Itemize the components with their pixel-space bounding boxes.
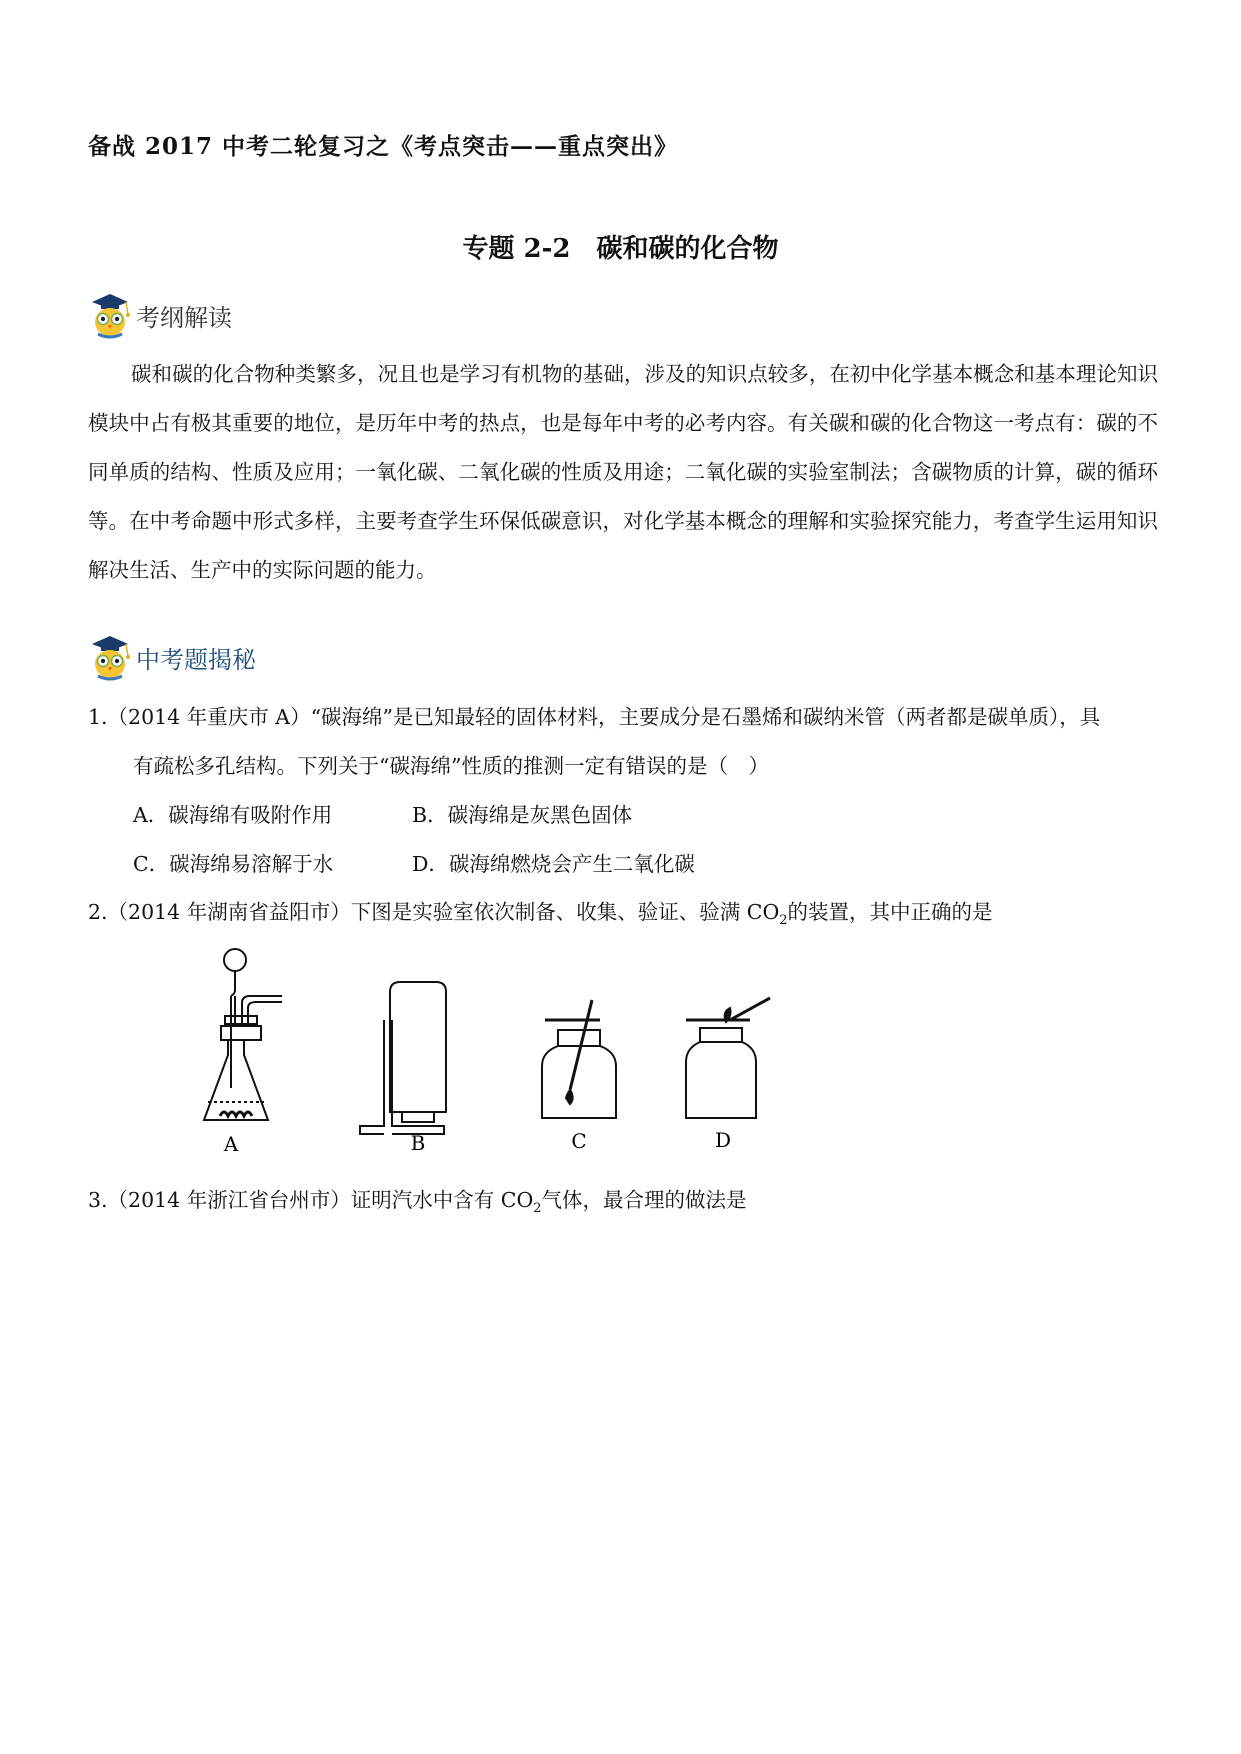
question-2-stem: 2.（2014 年湖南省益阳市）下图是实验室依次制备、收集、验证、验满 $CO_2$的装置，其中正确的是 — [88, 900, 993, 929]
section-heading-exam-questions — [88, 632, 256, 682]
figure-label-b: B — [410, 1131, 426, 1155]
figure-label-a: A — [223, 1132, 239, 1156]
section-label: 中考题揭秘 — [136, 645, 256, 674]
question-1-option-b: B．碳海绵是灰黑色固体 — [412, 803, 633, 827]
document-header: 备战 2017 中考二轮复习之《考点突击——重点突出》 — [88, 133, 679, 160]
question-1-stem-line1: 1.（2014 年重庆市 A）“碳海绵”是已知最轻的固体材料，主要成分是石墨烯和碳纳米管（两者都是碳单质），具 — [88, 705, 1101, 729]
apparatus-d-bottle — [686, 998, 770, 1118]
question-3-stem: 3.（2014 年浙江省台州市）证明汽水中含有 $CO_2$气体，最合理的做法是 — [88, 1188, 747, 1217]
graduate-owl-icon — [88, 290, 132, 340]
graduate-owl-icon — [88, 632, 132, 682]
question-1-stem-line2: 有疏松多孔结构。下列关于“碳海绵”性质的推测一定有错误的是（ ） — [133, 754, 769, 778]
intro-paragraph: 碳和碳的化合物种类繁多，况且也是学习有机物的基础，涉及的知识点较多，在初中化学基本概念和基本理论知识模块中占有极其重要的地位，是历年中考的热点，也是每年中考的必考内容。有关碳和碳的化合物这一考点有：碳的不同单质的结构、性质及应用；一氧化碳、二氧化碳的性质及用途；二氧化碳的实验室制法；含碳物质的计算，碳的循环等。在中考命题中形式多样，主要考查学生环保低碳意识，对化学基本概念的理解和实验探究能力，考查学生运用知识解决生活、生产中的实际问题的能力。 — [88, 362, 1158, 582]
co2-apparatus-figure — [190, 940, 870, 1170]
section-label: 考纲解读 — [136, 303, 232, 332]
apparatus-b-bottle — [360, 982, 446, 1134]
figure-label-c: C — [571, 1129, 587, 1153]
question-1-option-c: C．碳海绵易溶解于水 — [133, 852, 334, 876]
question-1-option-d: D．碳海绵燃烧会产生二氧化碳 — [412, 852, 695, 876]
figure-label-d: D — [714, 1128, 732, 1152]
page-title: 专题 2-2 碳和碳的化合物 — [462, 234, 779, 264]
apparatus-c-bottle — [542, 1000, 616, 1118]
apparatus-a-flask — [204, 949, 282, 1120]
section-heading-syllabus — [88, 290, 232, 340]
question-1-option-a: A．碳海绵有吸附作用 — [133, 803, 333, 827]
